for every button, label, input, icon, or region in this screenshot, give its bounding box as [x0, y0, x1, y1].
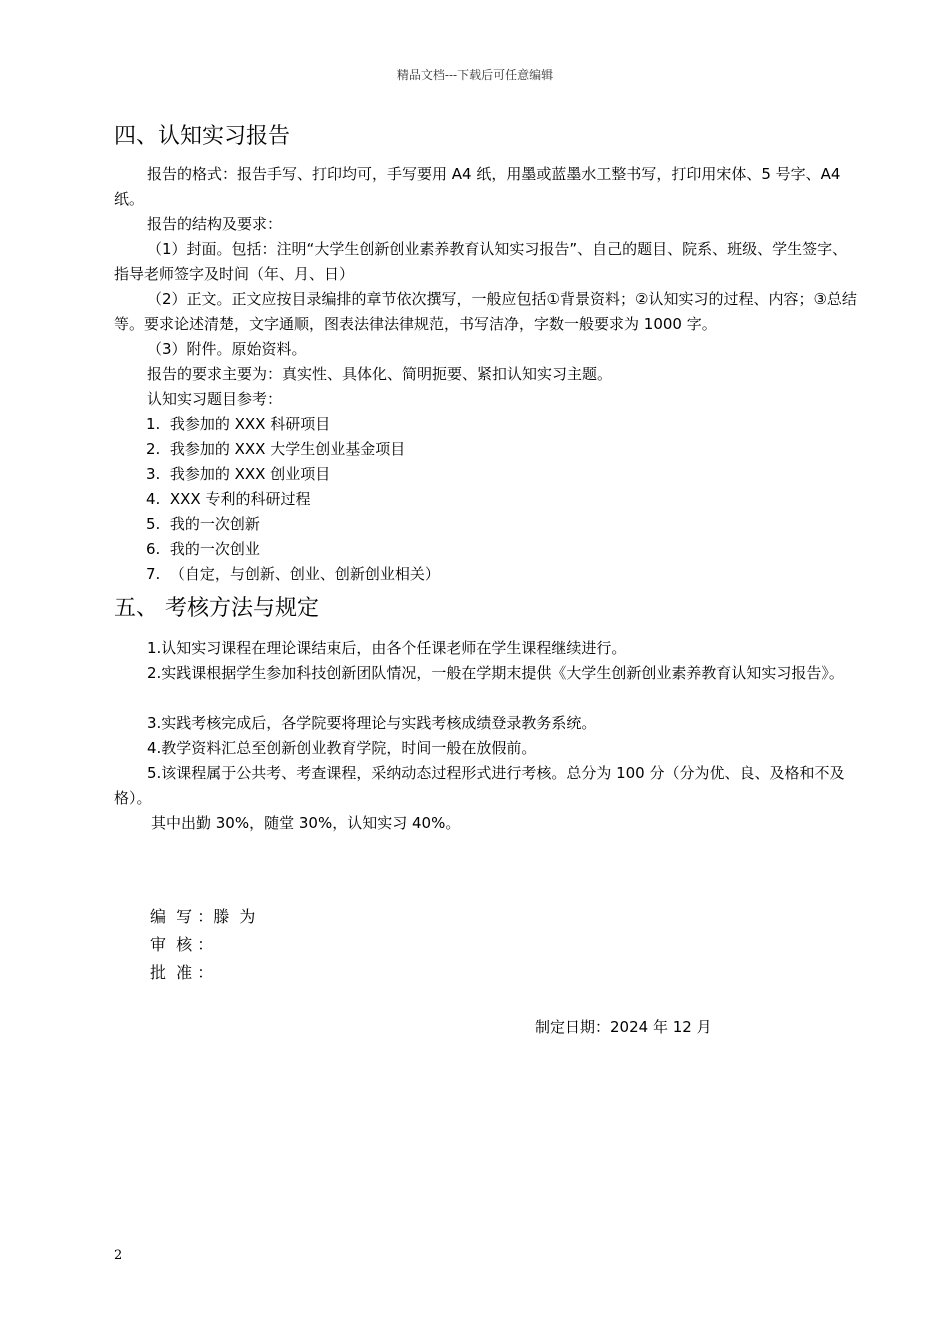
- appendix-paragraph: （3）附件。原始资料。: [147, 340, 307, 358]
- topic-item: 1. 我参加的 XXX 科研项目: [146, 415, 331, 433]
- rule-paragraph: 4.教学资料汇总至创新创业教育学院，时间一般在放假前。: [147, 739, 537, 757]
- topic-item: 5. 我的一次创新: [146, 515, 260, 533]
- section-4-title: 四、认知实习报告: [114, 124, 291, 149]
- writer-signature: 编 写 ：滕 为: [150, 907, 256, 926]
- topic-item: 4. XXX 专利的科研过程: [146, 490, 311, 508]
- rule-paragraph: 3.实践考核完成后，各学院要将理论与实践考核成绩登录教务系统。: [147, 714, 597, 732]
- reviewer-signature: 审 核 ：: [150, 935, 214, 954]
- topic-item: 7. （自定，与创新、创业、创新创业相关）: [146, 565, 440, 583]
- format-paragraph: 报告的格式：报告手写、打印均可，手写要用 A4 纸，用墨或蓝墨水工整书写，打印用宋体、5 号字、A4 纸。: [114, 165, 841, 208]
- approver-signature: 批 准 ：: [150, 963, 214, 982]
- page-number: 2: [114, 1248, 123, 1263]
- requirements-paragraph: 报告的要求主要为：真实性、具体化、简明扼要、紧扣认知实习主题。: [147, 365, 613, 383]
- topic-item: 3. 我参加的 XXX 创业项目: [146, 465, 331, 483]
- issue-date: 制定日期：2024 年 12 月: [535, 1018, 712, 1036]
- topic-item: 6. 我的一次创业: [146, 540, 260, 558]
- page-header: 精品文档---下载后可任意编辑: [396, 68, 554, 82]
- structure-heading: 报告的结构及要求：: [147, 215, 283, 233]
- topics-heading: 认知实习题目参考：: [147, 390, 283, 408]
- rule-paragraph: 5.该课程属于公共考、考查课程，采纳动态过程形式进行考核。总分为 100 分（分为优、良、及格和不及格）。: [114, 764, 845, 807]
- score-breakdown: 其中出勤 30%，随堂 30%，认知实习 40%。: [151, 814, 461, 832]
- rule-paragraph: 2.实践课根据学生参加科技创新团队情况，一般在学期末提供《大学生创新创业素养教育认知实习报告》。: [147, 664, 844, 682]
- topic-item: 2. 我参加的 XXX 大学生创业基金项目: [146, 440, 406, 458]
- rule-paragraph: 1.认知实习课程在理论课结束后，由各个任课老师在学生课程继续进行。: [147, 639, 627, 657]
- section-5-title: 五、 考核方法与规定: [114, 596, 319, 621]
- cover-paragraph: （1）封面。包括：注明“大学生创新创业素养教育认知实习报告”、自己的题目、院系、班级、学生签字、指导老师签字及时间（年、月、日）: [114, 240, 848, 283]
- body-paragraph: （2）正文。正文应按目录编排的章节依次撰写，一般应包括①背景资料；②认知实习的过程、内容；③总结等。要求论述清楚，文字通顺，图表法律法律规范，书写洁净，字数一般要求为 1000 字。: [114, 290, 857, 333]
